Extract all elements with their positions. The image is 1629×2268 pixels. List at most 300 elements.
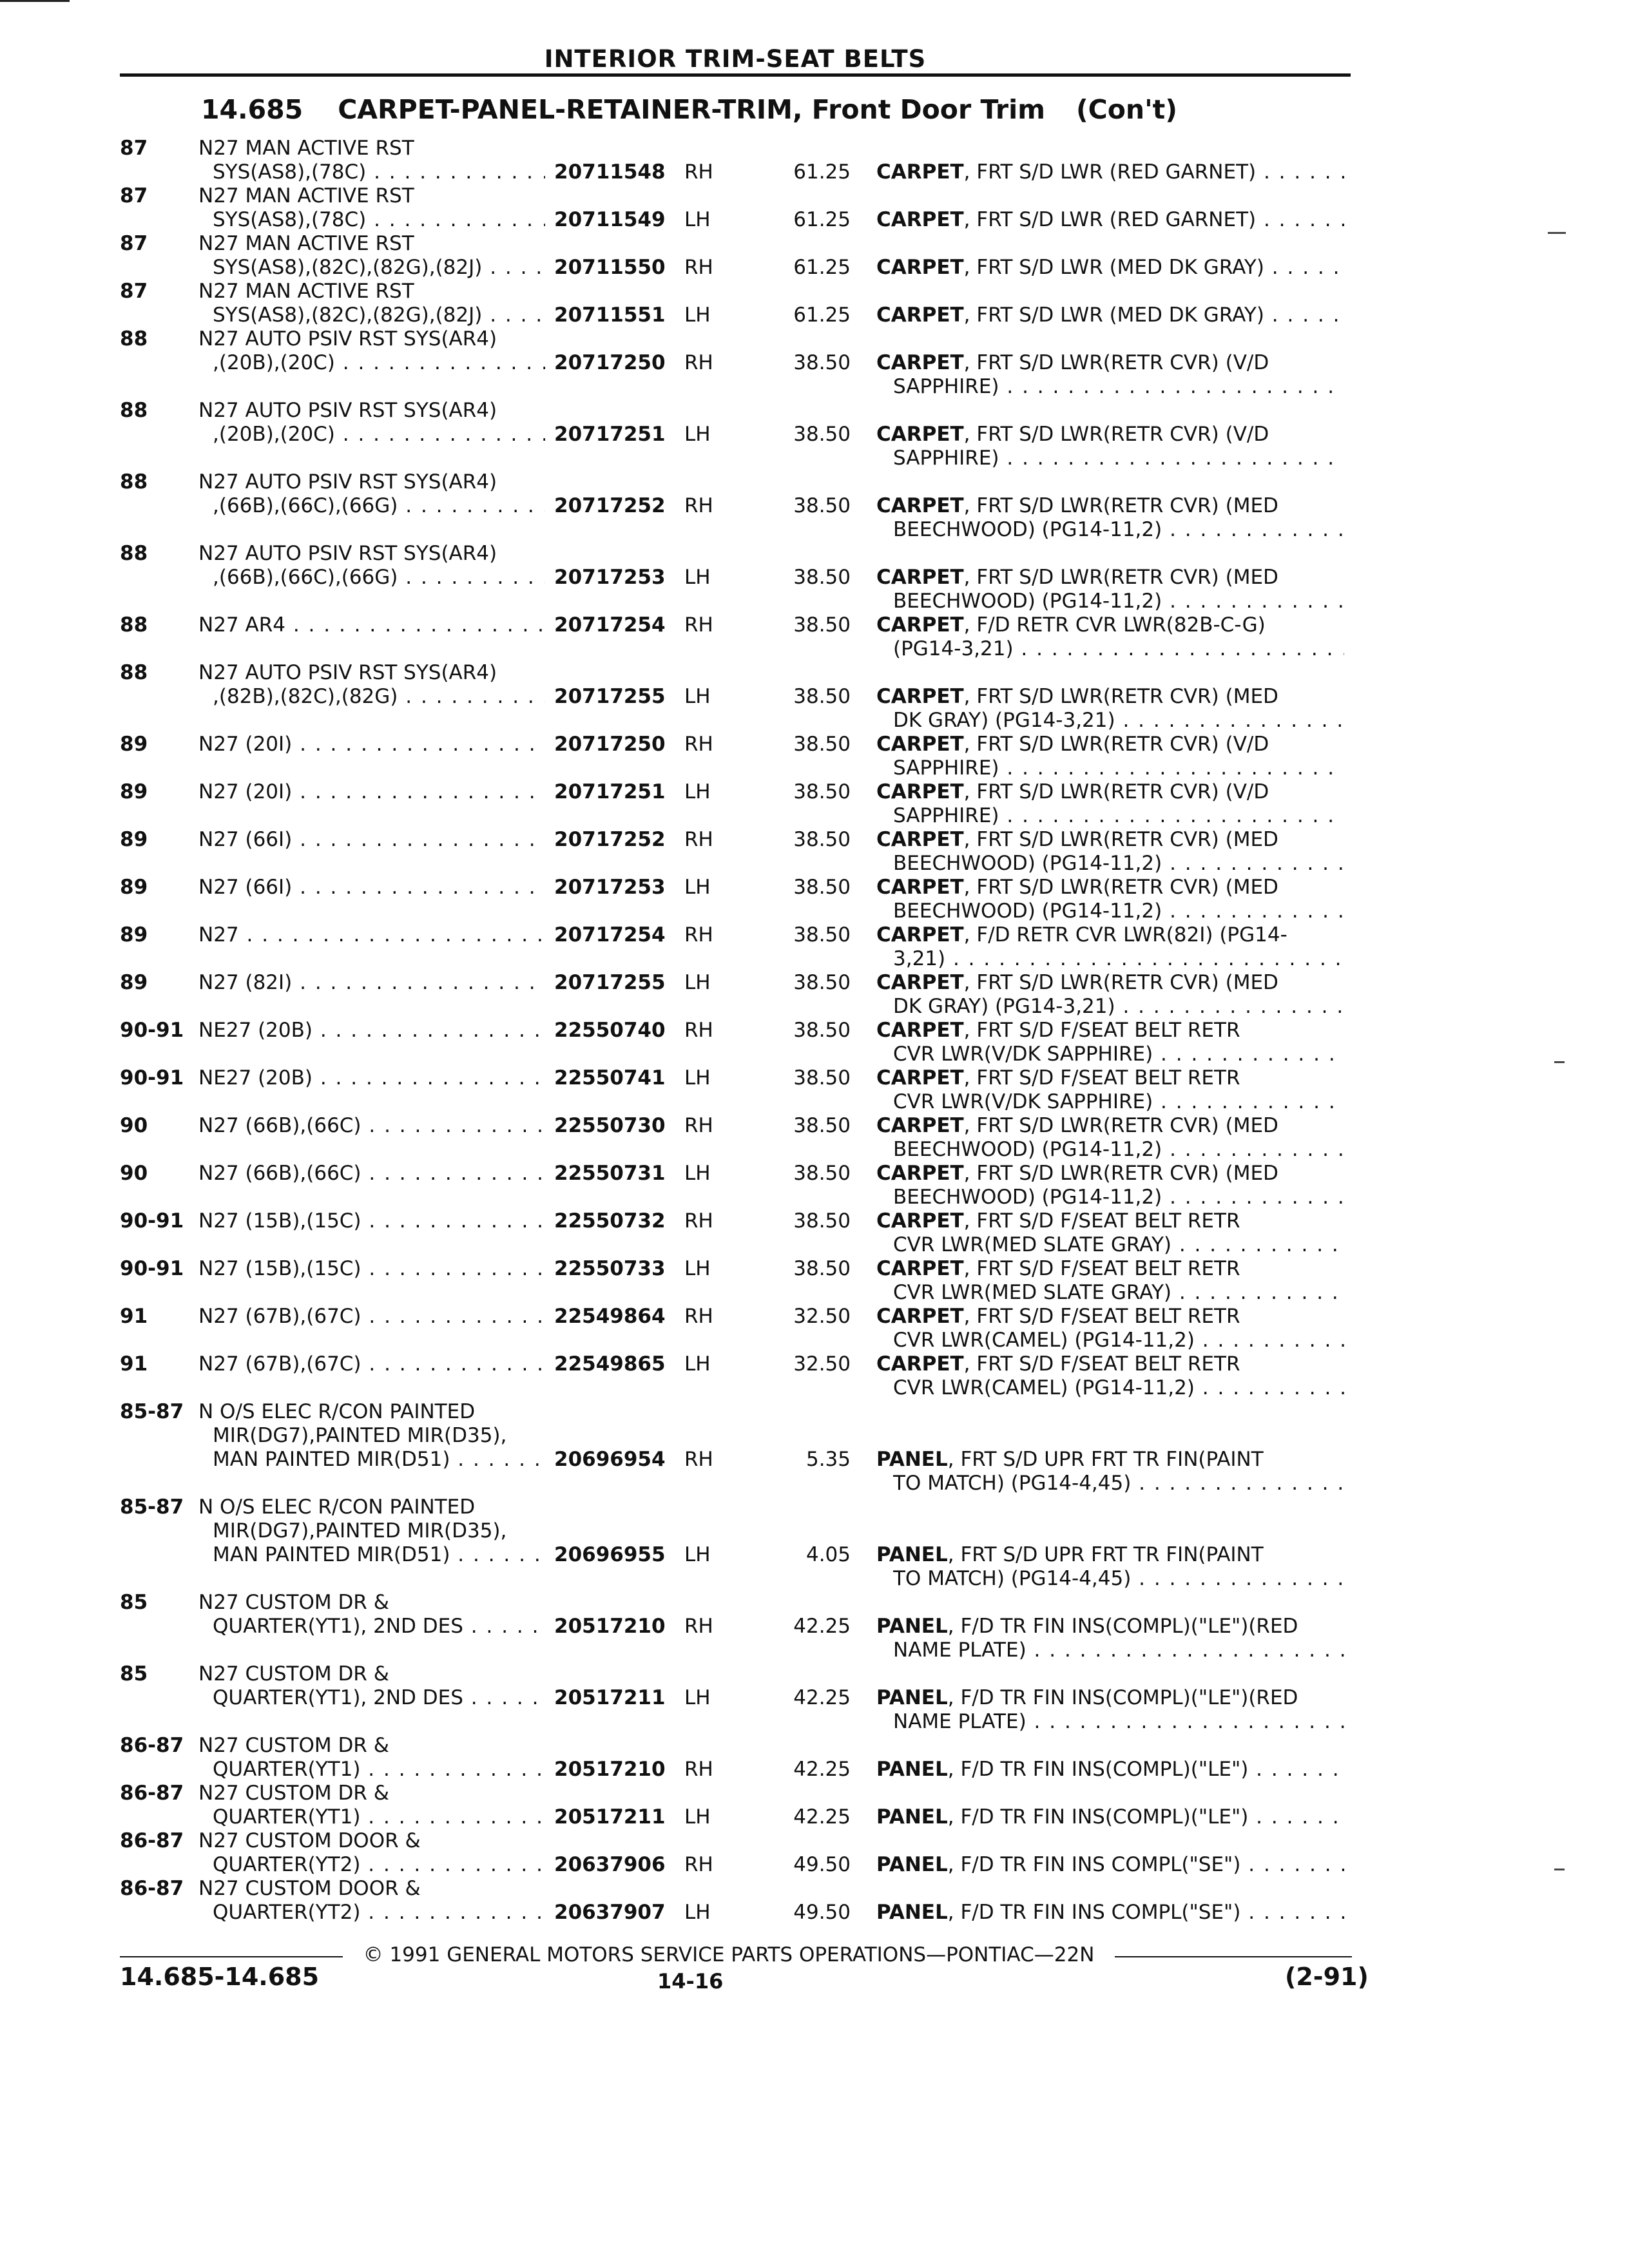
part-number: 20717253: [554, 566, 666, 589]
price: 49.50: [793, 1901, 851, 1924]
model-year: 86-87: [120, 1782, 184, 1805]
model-application: N27 . . .: [198, 923, 545, 947]
entry-line: [0, 661, 1629, 685]
model-year: 89: [120, 876, 148, 899]
model-application: N27 CUSTOM DOOR &: [198, 1829, 421, 1852]
model-application: N27 CUSTOM DR &: [198, 1662, 389, 1686]
entry-line: [0, 1329, 1629, 1352]
description-detail: , FRT S/D F/SEAT BELT RETR: [963, 1257, 1240, 1280]
description-type: CARPET: [876, 256, 964, 279]
description-continued: CVR LWR(CAMEL) (PG14-11,2) . . .: [893, 1376, 1344, 1400]
entry-line: [0, 828, 1629, 852]
section-number: 14.685: [201, 94, 304, 125]
part-number: 20717250: [554, 351, 666, 374]
entry-line: [0, 1209, 1629, 1233]
entry-line: [0, 1186, 1629, 1209]
model-application: SYS(AS8),(82C),(82G),(82J) . . .: [213, 303, 545, 327]
side-code: LH: [684, 1543, 711, 1566]
part-description: [876, 1853, 1344, 1877]
model-application: N27 AUTO PSIV RST SYS(AR4): [198, 470, 497, 494]
price: 38.50: [793, 923, 851, 947]
description-type: CARPET: [876, 566, 964, 589]
part-description: [876, 1209, 1240, 1233]
model-application: NE27 (20B) . . .: [198, 1066, 545, 1090]
parts-entry: [0, 1305, 1629, 1352]
model-application: QUARTER(YT1) . . .: [213, 1758, 545, 1782]
entry-line: [0, 1710, 1629, 1734]
price: 38.50: [793, 351, 851, 374]
price: 38.50: [793, 780, 851, 803]
model-application: N27 (20I) . . .: [198, 780, 545, 804]
description-continued: (PG14-3,21) . . .: [893, 637, 1344, 661]
entry-line: [0, 780, 1629, 804]
entry-line: [0, 709, 1629, 733]
description-type: CARPET: [876, 1257, 964, 1280]
price: 38.50: [793, 423, 851, 446]
entry-line: [0, 1043, 1629, 1066]
description-type: CARPET: [876, 1209, 964, 1233]
description-type: PANEL: [876, 1615, 948, 1638]
model-application: SYS(AS8),(82C),(82G),(82J) . . .: [213, 256, 545, 280]
footer-rule: [1115, 1956, 1352, 1957]
model-application: N27 (66I) . . .: [198, 876, 545, 899]
side-code: LH: [684, 971, 711, 994]
side-code: RH: [684, 923, 713, 947]
side-code: RH: [684, 351, 713, 374]
part-number: 20711548: [554, 160, 666, 184]
entry-line: [0, 947, 1629, 971]
part-number: 20696954: [554, 1448, 666, 1471]
price: 38.50: [793, 1257, 851, 1280]
description-detail: , FRT S/D LWR(RETR CVR) (V/D: [963, 733, 1269, 756]
part-description: [876, 303, 1344, 327]
model-application: QUARTER(YT1), 2ND DES . . .: [213, 1686, 545, 1710]
parts-entry: [0, 184, 1629, 232]
description-detail: , F/D RETR CVR LWR(82I) (PG14-: [963, 923, 1287, 947]
part-description: [876, 780, 1269, 804]
side-code: RH: [684, 256, 713, 279]
model-year: 89: [120, 971, 148, 994]
parts-entry: [0, 828, 1629, 876]
model-application: N27 (82I) . . .: [198, 971, 545, 995]
entry-line: [0, 303, 1629, 327]
description-type: CARPET: [876, 208, 964, 231]
model-year: 90-91: [120, 1209, 184, 1233]
side-code: LH: [684, 566, 711, 589]
entry-line: [0, 184, 1629, 208]
description-detail: , FRT S/D LWR(RETR CVR) (MED: [963, 1114, 1278, 1137]
model-application: N27 MAN ACTIVE RST: [198, 184, 414, 207]
entry-line: [0, 1686, 1629, 1710]
entry-line: [0, 1257, 1629, 1281]
description-detail: , F/D TR FIN INS(COMPL)("LE")(RED: [947, 1686, 1298, 1709]
description-detail: , FRT S/D LWR(RETR CVR) (MED: [963, 685, 1278, 708]
entry-line: [0, 518, 1629, 542]
model-application: N27 (67B),(67C) . . .: [198, 1305, 545, 1329]
part-description: [876, 685, 1278, 709]
entry-line: [0, 876, 1629, 899]
part-number: 20696955: [554, 1543, 666, 1566]
entry-line: [0, 1114, 1629, 1138]
model-application: N O/S ELEC R/CON PAINTED: [198, 1400, 476, 1423]
model-application: N27 AUTO PSIV RST SYS(AR4): [198, 542, 497, 565]
parts-entry: [0, 661, 1629, 733]
model-application: QUARTER(YT1) . . .: [213, 1805, 545, 1829]
part-description: [876, 256, 1344, 280]
side-code: LH: [684, 1686, 711, 1709]
section-name: CARPET-PANEL-RETAINER-TRIM, Front Door Trim: [338, 94, 1045, 125]
section-range: 14.685-14.685: [120, 1963, 320, 1991]
description-type: CARPET: [876, 613, 964, 637]
parts-entry: [0, 1209, 1629, 1257]
price: 38.50: [793, 1066, 851, 1090]
model-year: 89: [120, 733, 148, 756]
parts-entry: [0, 542, 1629, 613]
model-year: 86-87: [120, 1829, 184, 1852]
model-year: 88: [120, 542, 148, 565]
model-application: N27 (15B),(15C) . . .: [198, 1209, 545, 1233]
entry-line: [0, 1281, 1629, 1305]
model-year: 90-91: [120, 1019, 184, 1042]
side-code: RH: [684, 733, 713, 756]
model-year: 85-87: [120, 1495, 184, 1519]
side-code: RH: [684, 160, 713, 184]
model-application: N27 (66I) . . .: [198, 828, 545, 852]
model-application: N27 MAN ACTIVE RST: [198, 280, 414, 303]
entry-line: [0, 137, 1629, 160]
parts-entry: [0, 613, 1629, 661]
description-type: CARPET: [876, 733, 964, 756]
side-code: RH: [684, 1615, 713, 1638]
header-rule: [120, 73, 1351, 77]
part-number: 22550731: [554, 1162, 666, 1185]
part-description: [876, 876, 1278, 899]
model-application: ,(66B),(66C),(66G) . . .: [213, 494, 545, 518]
side-code: LH: [684, 1257, 711, 1280]
description-detail: , FRT S/D UPR FRT TR FIN(PAINT: [947, 1448, 1264, 1471]
model-year: 85: [120, 1591, 148, 1614]
description-type: CARPET: [876, 351, 964, 374]
description-detail: , FRT S/D F/SEAT BELT RETR: [963, 1305, 1240, 1328]
part-number: 22549864: [554, 1305, 666, 1328]
description-detail: , FRT S/D LWR (RED GARNET): [963, 208, 1257, 231]
side-code: LH: [684, 876, 711, 899]
part-description: [876, 613, 1266, 637]
entry-line: [0, 351, 1629, 375]
side-code: LH: [684, 780, 711, 803]
model-application: N27 AUTO PSIV RST SYS(AR4): [198, 327, 497, 351]
parts-entry: [0, 1114, 1629, 1162]
price: 42.25: [793, 1686, 851, 1709]
description-type: CARPET: [876, 876, 964, 899]
side-code: LH: [684, 1162, 711, 1185]
part-description: [876, 1543, 1264, 1567]
part-number: 20517210: [554, 1758, 666, 1781]
part-number: 20711550: [554, 256, 666, 279]
description-detail: , F/D TR FIN INS COMPL("SE"): [947, 1853, 1241, 1876]
entry-line: [0, 613, 1629, 637]
model-application: N27 AR4 . . .: [198, 613, 545, 637]
parts-entry: [0, 1066, 1629, 1114]
description-continued: NAME PLATE) . . .: [893, 1639, 1344, 1662]
side-code: LH: [684, 208, 711, 231]
parts-entry: [0, 1591, 1629, 1662]
model-application: N27 CUSTOM DR &: [198, 1782, 389, 1805]
model-year: 87: [120, 232, 148, 255]
model-year: 87: [120, 280, 148, 303]
description-continued: CVR LWR(V/DK SAPPHIRE) . . .: [893, 1090, 1344, 1114]
entry-line: [0, 1090, 1629, 1114]
part-number: 20717253: [554, 876, 666, 899]
description-type: CARPET: [876, 685, 964, 708]
entry-line: [0, 1829, 1629, 1853]
description-detail: , F/D TR FIN INS(COMPL)("LE"): [947, 1805, 1249, 1829]
description-detail: , FRT S/D LWR(RETR CVR) (V/D: [963, 351, 1269, 374]
model-year: 88: [120, 399, 148, 422]
part-description: [876, 494, 1278, 518]
description-continued: NAME PLATE) . . .: [893, 1710, 1344, 1734]
model-application: N27 AUTO PSIV RST SYS(AR4): [198, 661, 497, 684]
price: 5.35: [805, 1448, 851, 1471]
part-description: [876, 160, 1344, 184]
model-year: 90: [120, 1114, 148, 1137]
price: 38.50: [793, 733, 851, 756]
entry-line: [0, 756, 1629, 780]
entry-line: [0, 1591, 1629, 1615]
description-continued: CVR LWR(MED SLATE GRAY) . . .: [893, 1233, 1344, 1257]
revision-date: (2-91): [1285, 1963, 1369, 1991]
part-number: 22550733: [554, 1257, 666, 1280]
parts-entry: [0, 470, 1629, 542]
model-application: N27 CUSTOM DR &: [198, 1591, 389, 1614]
part-number: 22550741: [554, 1066, 666, 1090]
model-year: 89: [120, 923, 148, 947]
model-application: N27 (66B),(66C) . . .: [198, 1162, 545, 1186]
entry-line: [0, 1639, 1629, 1662]
entry-line: [0, 1782, 1629, 1805]
price: 32.50: [793, 1305, 851, 1328]
entry-line: [0, 327, 1629, 351]
description-type: CARPET: [876, 423, 964, 446]
price: 61.25: [793, 256, 851, 279]
entry-line: [0, 852, 1629, 876]
description-detail: , FRT S/D UPR FRT TR FIN(PAINT: [947, 1543, 1264, 1566]
description-detail: , FRT S/D F/SEAT BELT RETR: [963, 1352, 1240, 1376]
model-year: 87: [120, 184, 148, 207]
model-year: 90-91: [120, 1066, 184, 1090]
entry-line: [0, 685, 1629, 709]
description-type: CARPET: [876, 923, 964, 947]
description-continued: SAPPHIRE) . . .: [893, 804, 1344, 828]
parts-entry: [0, 1019, 1629, 1066]
model-year: 89: [120, 780, 148, 803]
description-detail: , FRT S/D LWR(RETR CVR) (V/D: [963, 423, 1269, 446]
entry-line: [0, 208, 1629, 232]
parts-entry: [0, 327, 1629, 399]
description-detail: , FRT S/D LWR(RETR CVR) (MED: [963, 828, 1278, 851]
parts-entry: [0, 1734, 1629, 1782]
entry-line: [0, 1734, 1629, 1758]
part-number: 22550740: [554, 1019, 666, 1042]
description-type: CARPET: [876, 780, 964, 803]
side-code: RH: [684, 613, 713, 637]
description-type: PANEL: [876, 1543, 948, 1566]
model-application: NE27 (20B) . . .: [198, 1019, 545, 1043]
model-application: SYS(AS8),(78C) . . .: [213, 208, 545, 232]
model-year: 88: [120, 661, 148, 684]
entry-line: [0, 423, 1629, 447]
description-continued: CVR LWR(MED SLATE GRAY) . . .: [893, 1281, 1344, 1305]
description-continued: BEECHWOOD) (PG14-11,2) . . .: [893, 518, 1344, 542]
part-description: [876, 733, 1269, 756]
part-number: 20517211: [554, 1686, 666, 1709]
part-description: [876, 351, 1269, 375]
page-number: 14-16: [657, 1969, 724, 1994]
parts-entry: [0, 923, 1629, 971]
entry-line: [0, 256, 1629, 280]
part-number: 20637906: [554, 1853, 666, 1876]
description-continued: SAPPHIRE) . . .: [893, 756, 1344, 780]
description-detail: , FRT S/D LWR(RETR CVR) (MED: [963, 1162, 1278, 1185]
copyright-line: © 1991 GENERAL MOTORS SERVICE PARTS OPERATIONS—PONTIAC—22N: [363, 1943, 1095, 1966]
parts-entry: [0, 1662, 1629, 1734]
entry-line: [0, 566, 1629, 590]
model-year: 87: [120, 137, 148, 160]
part-description: [876, 423, 1269, 447]
side-code: RH: [684, 494, 713, 517]
part-number: 20717252: [554, 828, 666, 851]
parts-entry: [0, 971, 1629, 1019]
side-code: LH: [684, 1352, 711, 1376]
parts-entry: [0, 232, 1629, 280]
description-detail: , FRT S/D LWR (RED GARNET): [963, 160, 1257, 184]
entry-line: [0, 1758, 1629, 1782]
price: 38.50: [793, 494, 851, 517]
parts-entry: [0, 1495, 1629, 1591]
model-application: N27 CUSTOM DR &: [198, 1734, 389, 1757]
description-detail: , F/D TR FIN INS COMPL("SE"): [947, 1901, 1241, 1924]
parts-entry: [0, 1257, 1629, 1305]
price: 61.25: [793, 208, 851, 231]
part-number: 22550732: [554, 1209, 666, 1233]
model-application: N27 (20I) . . .: [198, 733, 545, 756]
side-code: LH: [684, 1901, 711, 1924]
description-type: PANEL: [876, 1853, 948, 1876]
entry-line: [0, 923, 1629, 947]
model-application: N27 (67B),(67C) . . .: [198, 1352, 545, 1376]
entry-line: [0, 1567, 1629, 1591]
description-detail: , FRT S/D F/SEAT BELT RETR: [963, 1209, 1240, 1233]
model-year: 88: [120, 327, 148, 351]
model-application: MIR(DG7),PAINTED MIR(D35),: [213, 1519, 507, 1542]
entry-line: [0, 1162, 1629, 1186]
model-year: 91: [120, 1352, 148, 1376]
side-code: RH: [684, 1758, 713, 1781]
parts-entry: [0, 780, 1629, 828]
model-application: QUARTER(YT2) . . .: [213, 1853, 545, 1877]
entry-line: [0, 733, 1629, 756]
entry-line: [0, 1543, 1629, 1567]
model-year: 90-91: [120, 1257, 184, 1280]
entry-line: [0, 899, 1629, 923]
model-year: 85: [120, 1662, 148, 1686]
parts-entry: [0, 1877, 1629, 1925]
description-continued: BEECHWOOD) (PG14-11,2) . . .: [893, 1138, 1344, 1162]
side-code: RH: [684, 1853, 713, 1876]
part-number: 20717251: [554, 780, 666, 803]
part-description: [876, 923, 1287, 947]
entry-line: [0, 1495, 1629, 1519]
entry-line: [0, 1424, 1629, 1448]
entry-line: [0, 1853, 1629, 1877]
description-detail: , FRT S/D F/SEAT BELT RETR: [963, 1066, 1240, 1090]
description-detail: , F/D TR FIN INS(COMPL)("LE")(RED: [947, 1615, 1298, 1638]
description-detail: , FRT S/D LWR(RETR CVR) (MED: [963, 494, 1278, 517]
description-type: CARPET: [876, 494, 964, 517]
part-description: [876, 1448, 1264, 1472]
side-code: RH: [684, 1019, 713, 1042]
entry-line: [0, 804, 1629, 828]
part-number: 22550730: [554, 1114, 666, 1137]
price: 32.50: [793, 1352, 851, 1376]
side-code: LH: [684, 1805, 711, 1829]
price: 38.50: [793, 566, 851, 589]
parts-entry: [0, 399, 1629, 470]
description-type: CARPET: [876, 1114, 964, 1137]
entry-line: [0, 447, 1629, 470]
description-continued: BEECHWOOD) (PG14-11,2) . . .: [893, 590, 1344, 613]
description-type: CARPET: [876, 1019, 964, 1042]
model-application: QUARTER(YT1), 2ND DES . . .: [213, 1615, 545, 1639]
description-type: PANEL: [876, 1448, 948, 1471]
part-description: [876, 1162, 1278, 1186]
part-number: 20717254: [554, 923, 666, 947]
entry-line: [0, 470, 1629, 494]
model-year: 86-87: [120, 1877, 184, 1900]
part-description: [876, 1257, 1240, 1281]
entry-line: [0, 1305, 1629, 1329]
price: 38.50: [793, 685, 851, 708]
parts-entry: [0, 733, 1629, 780]
model-application: ,(20B),(20C) . . .: [213, 423, 545, 447]
description-type: CARPET: [876, 1162, 964, 1185]
model-year: 85-87: [120, 1400, 184, 1423]
description-type: CARPET: [876, 160, 964, 184]
part-number: 20717255: [554, 971, 666, 994]
footer-rule: [120, 1956, 343, 1957]
price: 42.25: [793, 1758, 851, 1781]
description-detail: , FRT S/D F/SEAT BELT RETR: [963, 1019, 1240, 1042]
price: 38.50: [793, 1114, 851, 1137]
part-description: [876, 1114, 1278, 1138]
description-continued: DK GRAY) (PG14-3,21) . . .: [893, 709, 1344, 733]
entry-line: [0, 375, 1629, 399]
parts-entry: [0, 1400, 1629, 1495]
entry-line: [0, 1400, 1629, 1424]
model-application: N27 CUSTOM DOOR &: [198, 1877, 421, 1900]
entry-line: [0, 1066, 1629, 1090]
description-detail: , F/D RETR CVR LWR(82B-C-G): [963, 613, 1266, 637]
entry-line: [0, 280, 1629, 303]
price: 4.05: [805, 1543, 851, 1566]
part-number: 20717251: [554, 423, 666, 446]
parts-entry: [0, 1352, 1629, 1400]
entry-line: [0, 1519, 1629, 1543]
entry-line: [0, 1877, 1629, 1901]
model-application: N O/S ELEC R/CON PAINTED: [198, 1495, 476, 1519]
entry-line: [0, 1472, 1629, 1495]
part-description: [876, 828, 1278, 852]
